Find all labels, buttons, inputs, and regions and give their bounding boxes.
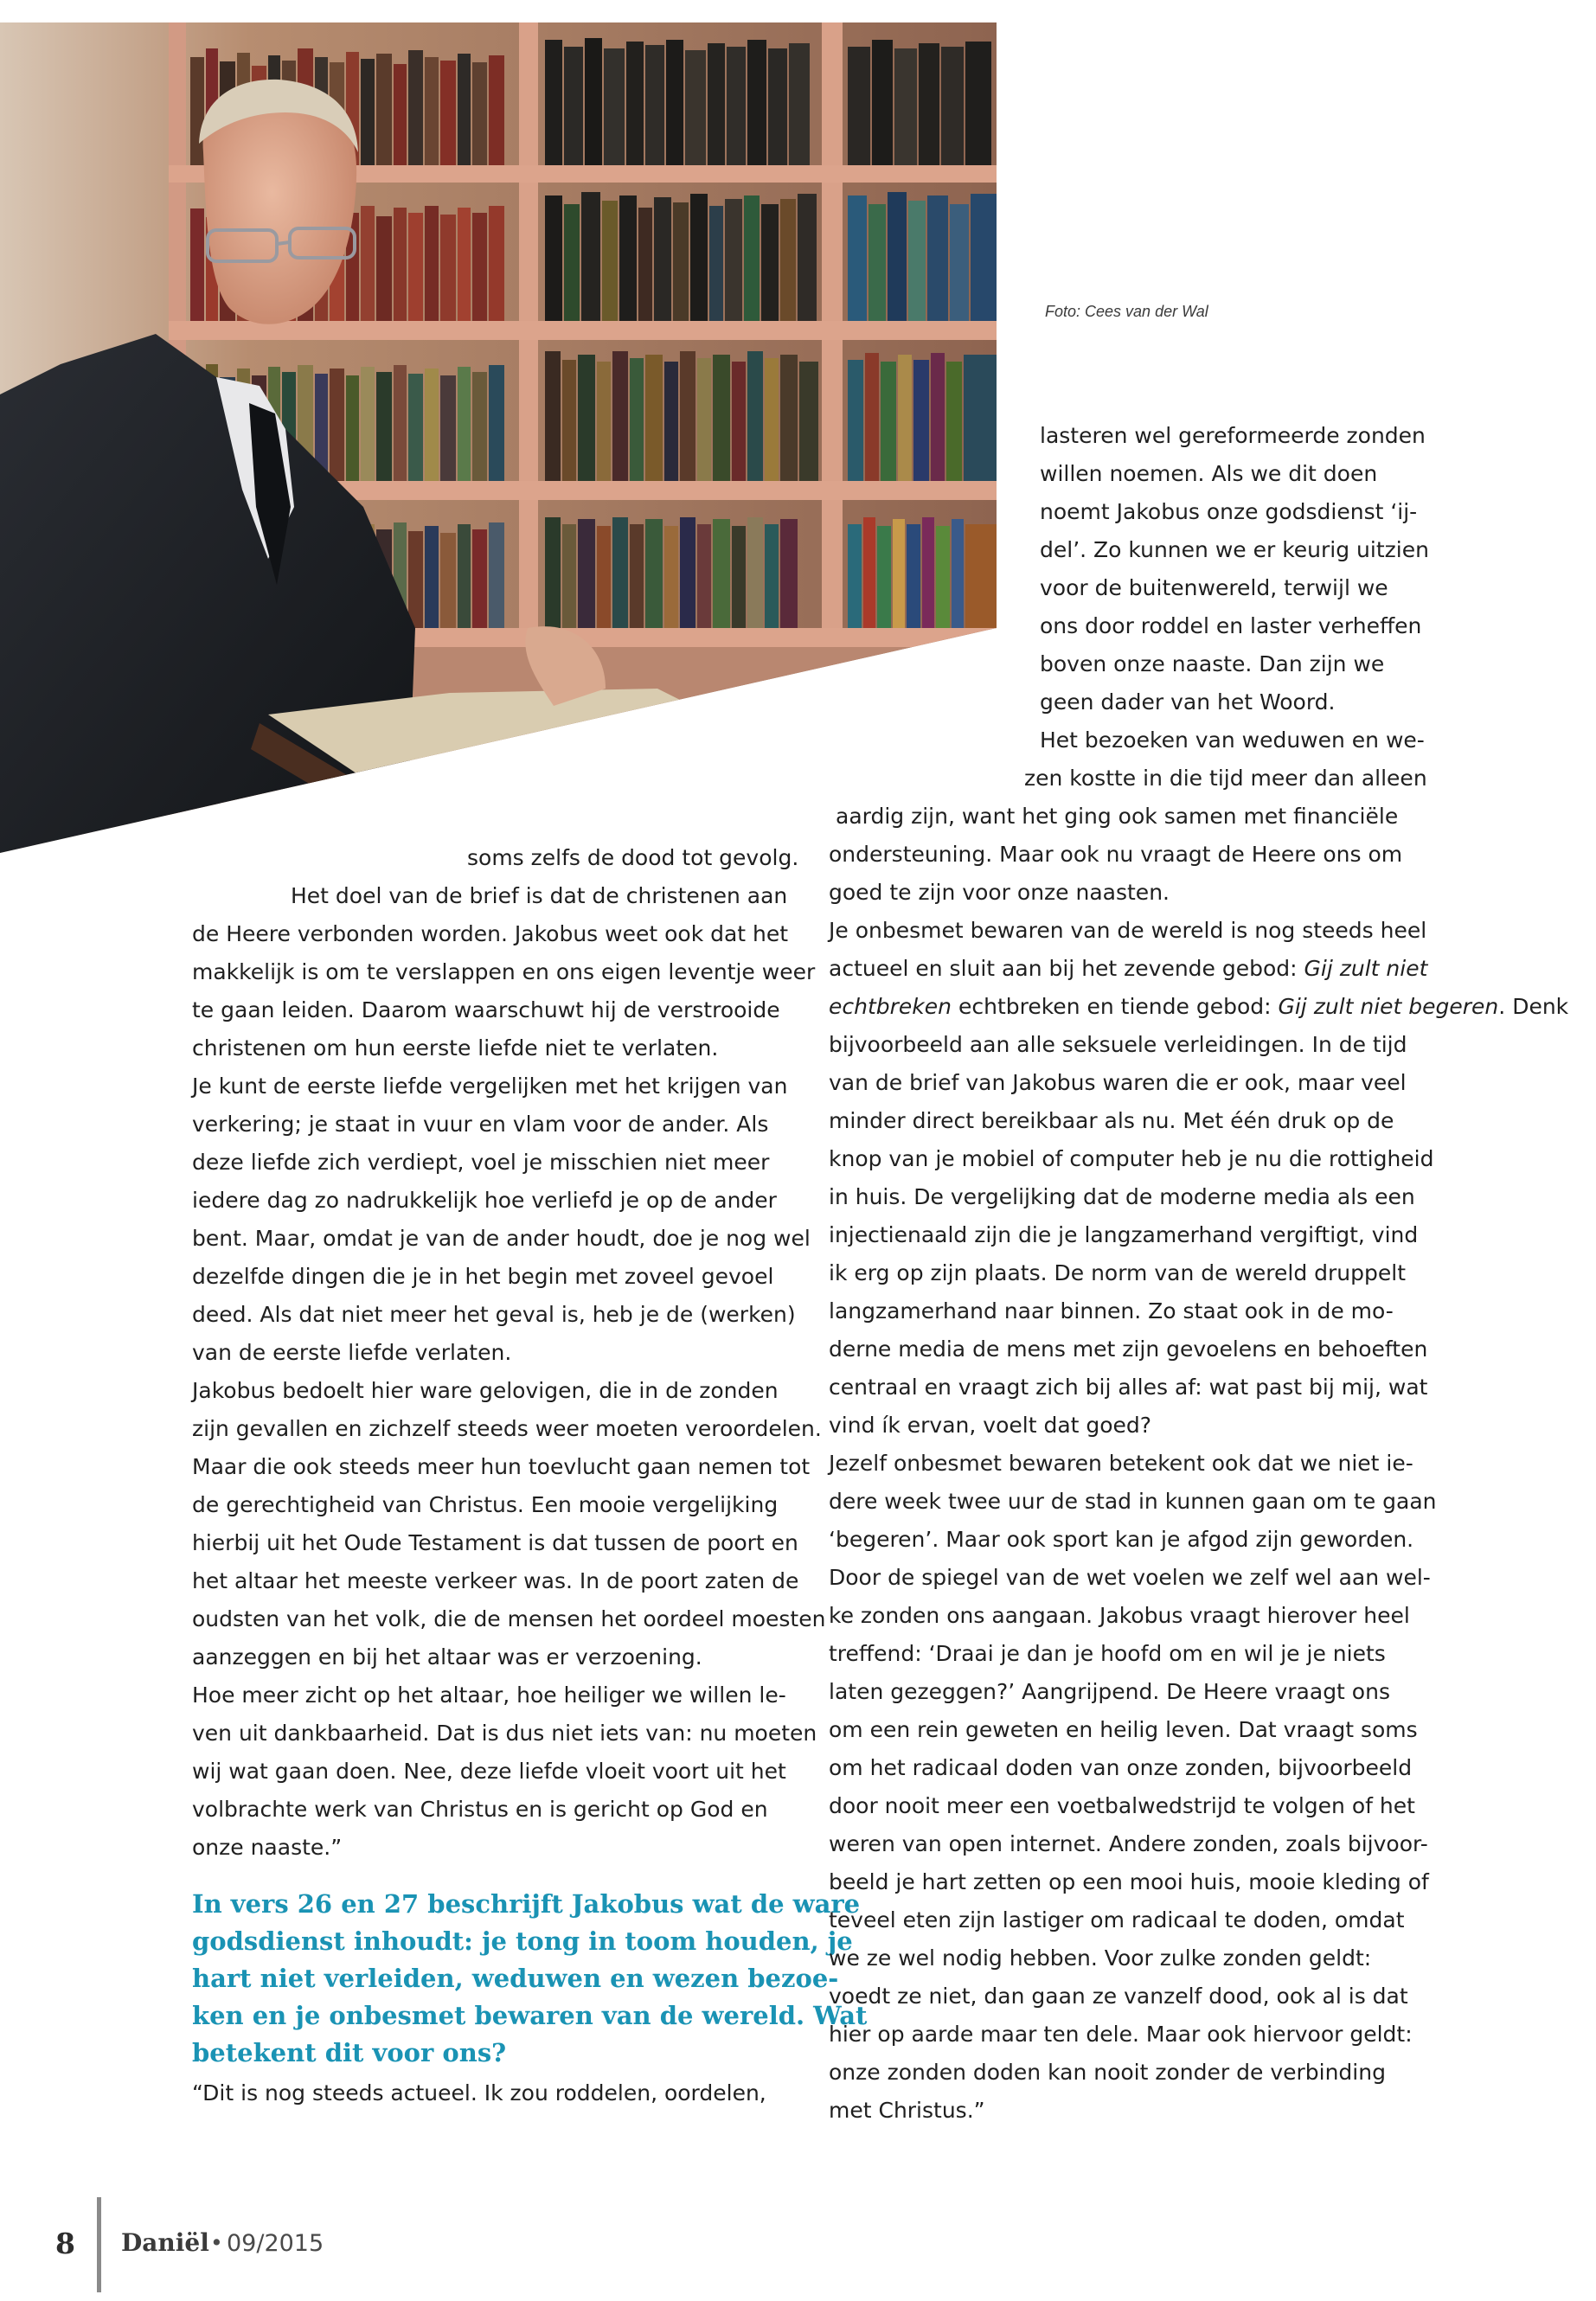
col1-line: zijn gevallen en zichzelf steeds weer moeten veroordelen. xyxy=(192,1416,822,1441)
page-number: 8 xyxy=(55,2227,75,2260)
commandment-seven: Gij zult niet xyxy=(1304,956,1428,981)
col2-line: beeld je hart zetten op een mooi huis, mooie kleding of xyxy=(829,1869,1429,1894)
question-line: ken en je onbesmet bewaren van de wereld. Wat xyxy=(192,2001,868,2030)
col2-line: langzamerhand naar binnen. Zo staat ook in de mo- xyxy=(829,1298,1394,1324)
col1-line: te gaan leiden. Daarom waarschuwt hij de verstrooide xyxy=(192,997,780,1022)
col2-line: zen kostte in die tijd meer dan alleen xyxy=(1024,766,1427,791)
question-line: hart niet verleiden, weduwen en wezen bezoe- xyxy=(192,1964,839,1993)
col2-line: ke zonden ons aangaan. Jakobus vraagt hierover heel xyxy=(829,1603,1410,1628)
col2-text: . Denk xyxy=(1498,994,1569,1019)
col2-line: ons door roddel en laster verheffen xyxy=(1040,613,1422,638)
col2-line xyxy=(829,950,1427,988)
portrait-photo xyxy=(0,22,997,853)
col2-line: knop van je mobiel of computer heb je nu die rottigheid xyxy=(829,1146,1434,1171)
col2-line: van de brief van Jakobus waren die er ook, maar veel xyxy=(829,1070,1407,1095)
col1-line: deed. Als dat niet meer het geval is, heb je de (werken) xyxy=(192,1302,796,1327)
col1-line: volbrachte werk van Christus en is gericht op God en xyxy=(192,1797,768,1822)
col2-line: Jezelf onbesmet bewaren betekent ook dat we niet ie- xyxy=(829,1451,1413,1476)
col2-line: om het radicaal doden van onze zonden, bijvoorbeeld xyxy=(829,1755,1413,1780)
col1-line: verkering; je staat in vuur en vlam voor de ander. Als xyxy=(192,1112,769,1137)
col2-line xyxy=(829,988,1568,1026)
col2-line: ‘begeren’. Maar ook sport kan je afgod zijn geworden. xyxy=(829,1527,1414,1552)
col1-line: iedere dag zo nadrukkelijk hoe verliefd je op de ander xyxy=(192,1188,777,1213)
col2-line: om een rein geweten en heilig leven. Dat vraagt soms xyxy=(829,1717,1418,1742)
col2-line: willen noemen. Als we dit doen xyxy=(1040,461,1378,486)
footer-divider xyxy=(97,2197,101,2292)
col2-line: ik erg op zijn plaats. De norm van de wereld druppelt xyxy=(829,1260,1407,1285)
col2-line: weren van open internet. Andere zonden, zoals bijvoor- xyxy=(829,1831,1428,1856)
col2-line: noemt Jakobus onze godsdienst ‘ij- xyxy=(1040,499,1418,524)
col1-line: bent. Maar, omdat je van de ander houdt, doe je nog wel xyxy=(192,1226,811,1251)
col1-line: soms zelfs de dood tot gevolg. xyxy=(467,845,799,870)
col2-line: voor de buitenwereld, terwijl we xyxy=(1040,575,1388,600)
col2-line: dere week twee uur de stad in kunnen gaan om te gaan xyxy=(829,1489,1437,1514)
col1-line: wij wat gaan doen. Nee, deze liefde vloeit voort uit het xyxy=(192,1759,786,1784)
magazine-name: Daniël xyxy=(121,2228,209,2257)
col1-line: deze liefde zich verdiept, voel je misschien niet meer xyxy=(192,1150,770,1175)
col2-line: injectienaald zijn die je langzamerhand vergiftigt, vind xyxy=(829,1222,1419,1247)
col1-line: “Dit is nog steeds actueel. Ik zou roddelen, oordelen, xyxy=(192,2080,766,2106)
col1-line: de gerechtigheid van Christus. Een mooie vergelijking xyxy=(192,1492,779,1517)
col2-line: Je onbesmet bewaren van de wereld is nog steeds heel xyxy=(829,918,1427,943)
col1-line: Jakobus bedoelt hier ware gelovigen, die in de zonden xyxy=(192,1378,779,1403)
portrait-photo-icon xyxy=(0,22,997,853)
col2-line: onze zonden doden kan nooit zonder de verbinding xyxy=(829,2060,1386,2085)
col2-line: boven onze naaste. Dan zijn we xyxy=(1040,651,1385,676)
col2-line: goed te zijn voor onze naasten. xyxy=(829,880,1170,905)
issue-number: 09/2015 xyxy=(227,2230,324,2257)
col2-text: echtbreken en tiende gebod: xyxy=(958,994,1279,1019)
col2-line: laten gezeggen?’ Aangrijpend. De Heere vraagt ons xyxy=(829,1679,1390,1704)
col1-line: christenen om hun eerste liefde niet te verlaten. xyxy=(192,1035,719,1061)
col1-line: makkelijk is om te verslappen en ons eigen leventje weer xyxy=(192,959,816,984)
col2-line: teveel eten zijn lastiger om radicaal te doden, omdat xyxy=(829,1907,1405,1932)
col1-line: Maar die ook steeds meer hun toevlucht gaan nemen tot xyxy=(192,1454,811,1479)
question-line: godsdienst inhoudt: je tong in toom houden, je xyxy=(192,1926,853,1956)
col2-line: voedt ze niet, dan gaan ze vanzelf dood, ook al is dat xyxy=(829,1984,1408,2009)
col2-line: met Christus.” xyxy=(829,2098,985,2123)
col2-line: aardig zijn, want het ging ook samen met financiële xyxy=(836,804,1399,829)
commandment-ten: Gij zult niet begeren xyxy=(1278,994,1499,1019)
footer-separator: • xyxy=(210,2230,223,2255)
col2-line: del’. Zo kunnen we er keurig uitzien xyxy=(1040,537,1429,562)
col2-line: ondersteuning. Maar ook nu vraagt de Heere ons om xyxy=(829,842,1403,867)
col2-line: hier op aarde maar ten dele. Maar ook hiervoor geldt: xyxy=(829,2022,1413,2047)
photo-credit: Foto: Cees van der Wal xyxy=(1045,303,1208,320)
col2-line: we ze wel nodig hebben. Voor zulke zonden geldt: xyxy=(829,1945,1372,1971)
col2-line: Het bezoeken van weduwen en we- xyxy=(1040,727,1425,753)
col1-line: aanzeggen en bij het altaar was er verzoening. xyxy=(192,1644,702,1670)
col1-line: oudsten van het volk, die de mensen het oordeel moesten xyxy=(192,1606,826,1631)
col1-line: de Heere verbonden worden. Jakobus weet ook dat het xyxy=(192,921,789,946)
question-line: In vers 26 en 27 beschrijft Jakobus wat de ware xyxy=(192,1889,861,1919)
col2-line: bijvoorbeeld aan alle seksuele verleidingen. In de tijd xyxy=(829,1032,1407,1057)
col1-line: hierbij uit het Oude Testament is dat tussen de poort en xyxy=(192,1530,798,1555)
col2-line: centraal en vraagt zich bij alles af: wat past bij mij, wat xyxy=(829,1375,1428,1400)
col2-line: vind ík ervan, voelt dat goed? xyxy=(829,1413,1152,1438)
col2-line: in huis. De vergelijking dat de moderne media als een xyxy=(829,1184,1415,1209)
col1-line: ven uit dankbaarheid. Dat is dus niet iets van: nu moeten xyxy=(192,1721,817,1746)
col2-line: minder direct bereikbaar als nu. Met één druk op de xyxy=(829,1108,1394,1133)
col2-line: geen dader van het Woord. xyxy=(1040,689,1336,715)
col1-line: Hoe meer zicht op het altaar, hoe heiliger we willen le- xyxy=(192,1682,786,1708)
col2-line: door nooit meer een voetbalwedstrijd te volgen of het xyxy=(829,1793,1415,1818)
col1-line: Het doel van de brief is dat de christenen aan xyxy=(291,883,788,908)
commandment-seven-cont: echtbreken xyxy=(829,994,952,1019)
question-line: betekent dit voor ons? xyxy=(192,2038,507,2067)
col2-line: derne media de mens met zijn gevoelens en behoeften xyxy=(829,1336,1428,1362)
col1-line: het altaar het meeste verkeer was. In de poort zaten de xyxy=(192,1568,799,1593)
col2-line: Door de spiegel van de wet voelen we zelf wel aan wel- xyxy=(829,1565,1431,1590)
col2-line: treffend: ‘Draai je dan je hoofd om en wil je je niets xyxy=(829,1641,1386,1666)
col1-line: van de eerste liefde verlaten. xyxy=(192,1340,512,1365)
col2-text: actueel en sluit aan bij het zevende gebod: xyxy=(829,956,1304,981)
col2-line: lasteren wel gereformeerde zonden xyxy=(1040,423,1426,448)
col1-line: onze naaste.” xyxy=(192,1835,343,1860)
col1-line: dezelfde dingen die je in het begin met zoveel gevoel xyxy=(192,1264,774,1289)
col1-line: Je kunt de eerste liefde vergelijken met het krijgen van xyxy=(192,1074,788,1099)
